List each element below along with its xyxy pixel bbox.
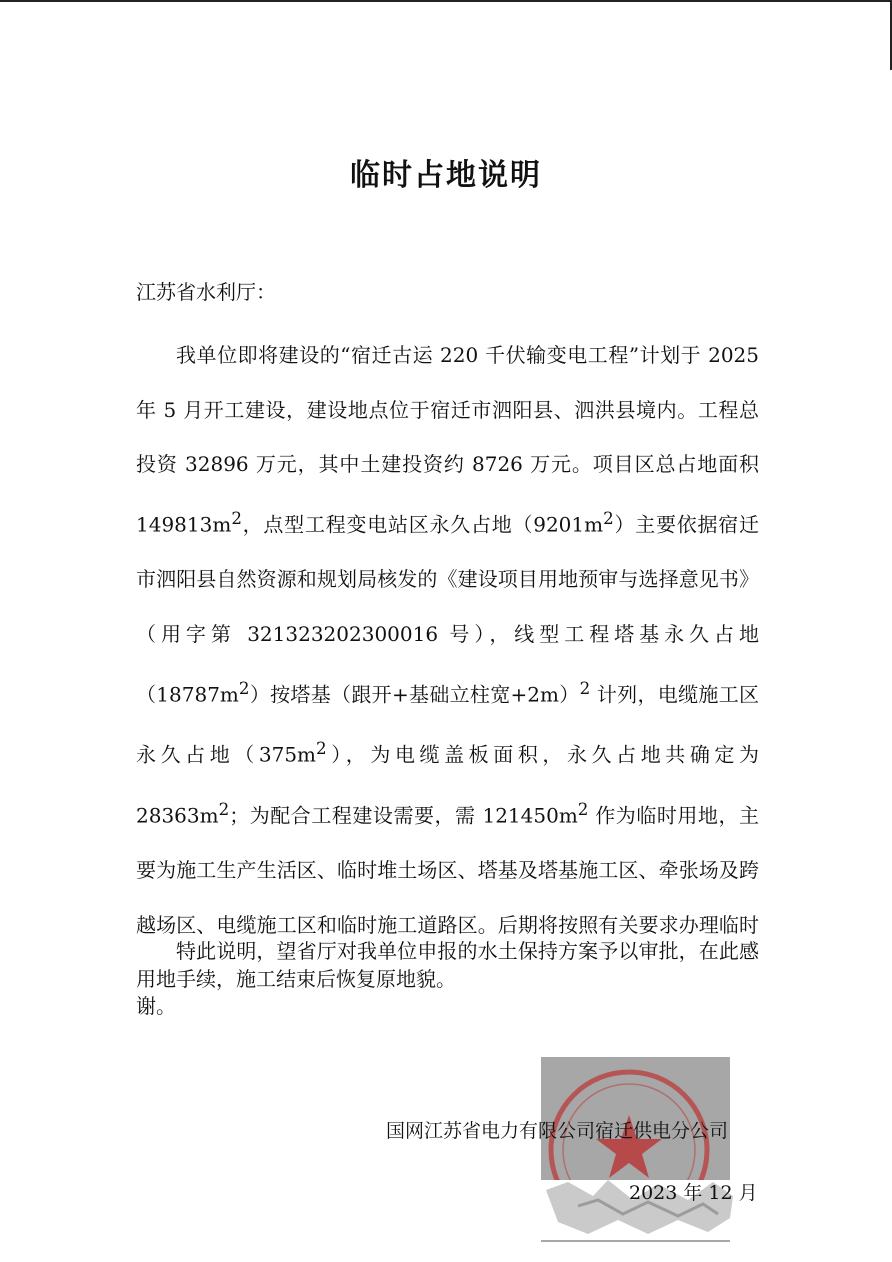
closing-paragraph: 特此说明，望省厅对我单位申报的水土保持方案予以审批，在此感谢。 xyxy=(136,939,759,1018)
body-text-run: 作为临时用地，主要为施工生产生活区、临时堆土场区、塔基及塔基施工区、牵张场及跨越场区、电缆施工区和临时施工道路区。后期将按照有关要求办理临时用地手续，施工结束后恢复原地貌。 xyxy=(136,803,759,992)
superscript: 2 xyxy=(316,739,327,759)
body-text-run: 我单位即将建设的“宿迁古运 220 千伏输变电工程”计划于 2025 年 5 月开工建设，建设地点位于宿迁市泗阳县、泗洪县境内。工程总投资 32896 万元，其中土建投资约 8726 万元。项目区总占地面积 149813m xyxy=(136,343,759,537)
document-date: 2023 年 12 月 xyxy=(629,1182,758,1204)
body-text-run: ；为配合工程建设需要，需 121450m xyxy=(229,803,578,828)
superscript: 2 xyxy=(579,678,591,698)
body-text-run: ）主要依据宿迁市泗阳县自然资源和规划局核发的《建设项目用地预审与选择意见书》（用字第 321323202300016 号），线型工程塔基永久占地（18787m xyxy=(136,512,759,707)
superscript: 2 xyxy=(603,509,614,529)
body-text-run: ）按塔基（跟开+基础立柱宽+2m） xyxy=(249,682,580,707)
superscript: 2 xyxy=(218,799,230,819)
body-paragraph xyxy=(136,328,759,1007)
superscript: 2 xyxy=(231,509,242,529)
body-text-run: ，点型工程变电站区永久占地（9201m xyxy=(241,512,604,537)
body-text-run: 计列，电缆施工区永久占地（375m xyxy=(136,682,759,767)
superscript: 2 xyxy=(238,678,250,698)
superscript: 2 xyxy=(577,799,589,819)
document-title: 临时占地说明 xyxy=(350,158,542,193)
salutation: 江苏省水利厅： xyxy=(136,280,276,304)
signatory-organization: 国网江苏省电力有限公司宿迁供电分公司 xyxy=(386,1120,729,1142)
body-text-run: ），为电缆盖板面积，永久占地共确定为 28363m xyxy=(136,742,760,828)
page-border-top xyxy=(0,0,892,2)
